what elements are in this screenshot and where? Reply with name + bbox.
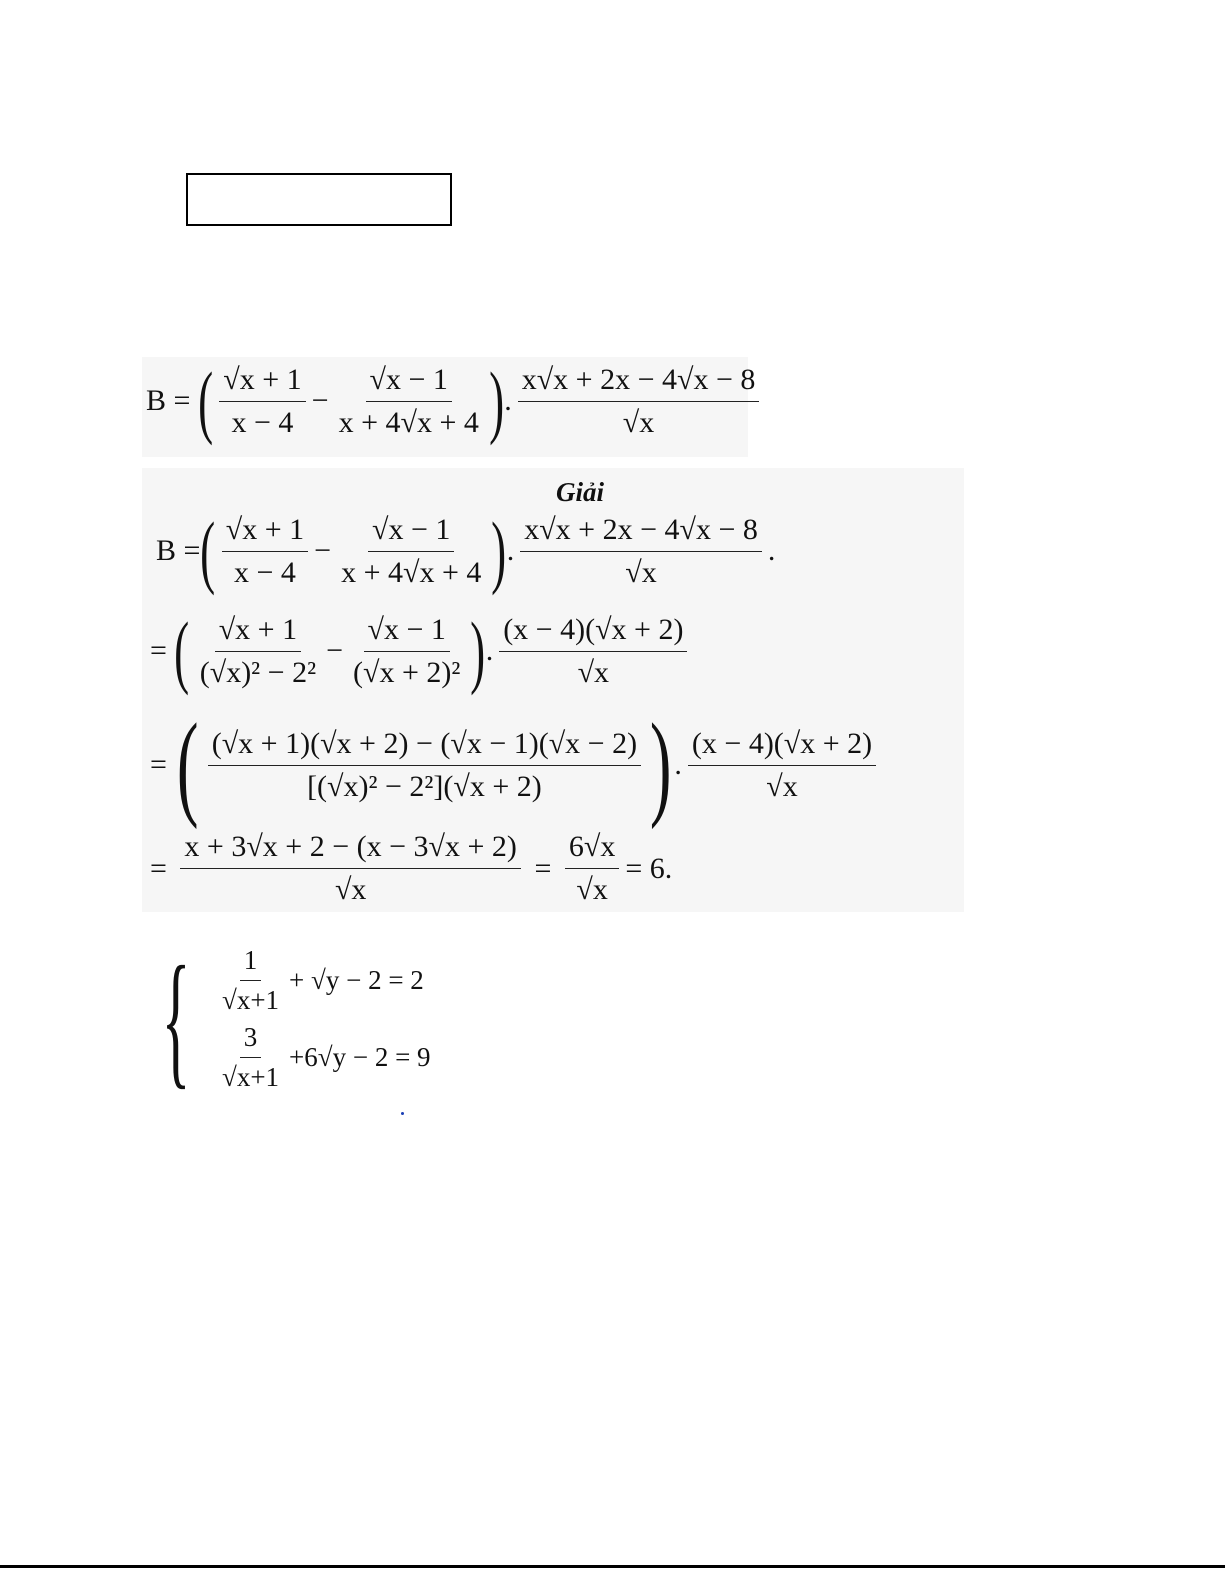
step-2: = ( $\frac{√x + 1}{\text{(√x)² − 2²}}$ − $\frac{√x - 1}{\text{(√x + 2)²}}$ ) . $\frac{(x - 4)(√x + 2)}{√x}$ bbox=[150, 610, 693, 692]
left-paren: ( bbox=[198, 355, 214, 446]
page-footer-rule bbox=[0, 1565, 1225, 1568]
system-equation-2: $\frac{3}{√x+1}$ +6√y − 2 = 9 bbox=[222, 1022, 431, 1092]
system-brace: { bbox=[161, 936, 191, 1102]
problem-fraction-1: $\frac{√x + 1}{x - 4}$ bbox=[219, 365, 305, 438]
step-1: B = ( $\frac{√x + 1}{x - 4}$ − $\frac{√x - 1}{x + 4√x + 4}$ ) . $\frac{x√x + 2x - 4√x - 8}{√x}$ . bbox=[156, 505, 776, 596]
solution-title: Giải bbox=[556, 477, 605, 507]
step-4: = $\frac{x + 3√x + 2 - (x - 3√x + 2)}{√x}$ = $\frac{6√x}{√x}$ = 6. bbox=[150, 830, 673, 906]
problem-expression: B = ( $\frac{√x + 1}{x - 4}$ − $\frac{√x - 1}{x + 4√x + 4}$ ) . $\frac{x√x + 2x - 4√x - 8}{√x}$ bbox=[146, 360, 765, 442]
system-equation-1: $\frac{1}{√x+1}$ + √y − 2 = 2 bbox=[222, 945, 424, 1015]
final-result: = 6. bbox=[625, 851, 673, 885]
step-3: = ( $\frac{(√x + 1)(√x + 2) - (√x - 1)(√x - 2)}{\text{[(√x)² − 2²](√x + 2)}}$ ) . $\frac{(x - 4)(√x + 2)}{√x}$ bbox=[150, 706, 882, 824]
problem-fraction-2: $\frac{√x - 1}{x + 4√x + 4}$ bbox=[338, 362, 479, 439]
heading-box bbox=[186, 173, 452, 226]
problem-fraction-3: $\frac{x√x + 2x - 4√x - 8}{√x}$ bbox=[518, 365, 760, 438]
stray-dot bbox=[401, 1112, 404, 1115]
problem-lhs: B bbox=[146, 384, 167, 417]
right-paren: ) bbox=[489, 355, 505, 446]
equation-system bbox=[140, 936, 431, 1102]
